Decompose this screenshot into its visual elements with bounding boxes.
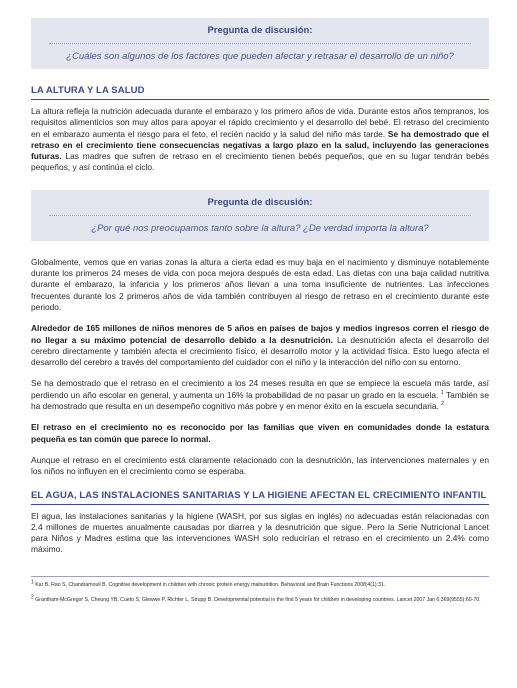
footnote-ref-1[interactable]: 1: [440, 389, 444, 396]
paragraph-height-nutrition: La altura refleja la nutrición adecuada durante el embarazo y los primero años de vida. Durante estos años tempranos, los requisitos alimenticios son muy altos para apoyar el rápido crecimiento y el desarrollo del bebé. El retraso del crecimiento en el embarazo aumenta el riesgo para el feto, el recién nacido y la salud del niño más tarde. Se ha demostrado que el retraso en el crecimiento tiene consecuencias negativas a largo plazo en la salud, incluyendo las generaciones futuras. Las madres que sufren de retraso en el crecimiento tienen bebés pequeños, que en su lugar tendrán bebés pequeños, y así continúa el ciclo.: [31, 106, 489, 173]
divider: [49, 215, 471, 216]
footnote-ref-2[interactable]: 2: [441, 401, 444, 408]
footnote-1: $^1$ Kar B, Rao S, Chandramouli B. Cognitive development in children with chronic protein energy malnutrition. Behavioral and Brain Functions 2008;4(1):31.: [31, 579, 386, 588]
footnotes: [31, 576, 489, 604]
footnote-2: $^2$ Grantham-McGregor S, Cheung YB, Cueto S, Glewwe P, Richter L, Strupp B. Developmental potential in the first 5 years for children in developing countries. Lancet 2007 Jan 6;369(9555):60-70.: [31, 593, 481, 603]
paragraph-global-height: Globalmente, vemos que en varias zonas la altura a cierta edad es muy baja en el nacimiento y disminuye notablemente durante los primeros 24 meses de vida con poca mejora después de esta edad. Las dietas con una baja calidad nutritiva durante el embarazo, la infancia y los primeros años llevan a una toma insuficiente de nutrientes. Las infecciones frecuentes durante los 2 primeros años de vida también contribuyen al riesgo de retraso en el crecimiento durante este periodo.: [31, 256, 489, 312]
section-heading-wash: EL AGUA, LAS INSTALACIONES SANITARIAS Y LA HIGIENE AFECTAN EL CRECIMIENTO INFANTIL: [31, 490, 489, 505]
paragraph-malnutrition-risk: Alrededor de 165 millones de niños menores de 5 años en países de bajos y medios ingresos corren el riesgo de no llegar a su máximo potencial de desarrollo debido a la desnutrición. La desnutrición afecta el desarrollo del cerebro directamente y también afecta el crecimiento físico, el desarrollo motor y la actividad física. Esto luego afecta el desarrollo del cerebro a través del comportamiento del cuidador con el niño y la interacción del niño con su entorno.: [31, 323, 489, 368]
discussion-question-text: ¿Por qué nos preocupamos tanto sobre la altura? ¿De verdad importa la altura?: [91, 222, 429, 234]
paragraph-wash: El agua, las instalaciones sanitarias y la higiene (WASH, por sus siglas en inglés) no adecuadas están relacionadas con 2.4 millones de muertes anualmente causadas por diarrea y la desnutrición que sigue. Pero la Serie Nutricional Lancet para Niños y Madres estima que las intervenciones WASH solo reducirían el retraso en el crecimiento un 2.4% como máximo.: [31, 510, 489, 555]
paragraph-not-recognized: El retraso en el crecimiento no es reconocido por las familias que viven en comunidades donde la estatura pequeña es tan común que parece lo normal.: [31, 422, 489, 444]
discussion-question-title: Pregunta de discusión:: [207, 196, 313, 208]
paragraph-interventions: Aunque el retraso en el crecimiento está claramente relacionado con la desnutrición, las intervenciones maternales y en los niños no influyen en el crecimiento como se esperaba.: [31, 454, 489, 477]
page-content: [31, 18, 489, 556]
discussion-question-title: Pregunta de discusión:: [207, 25, 313, 36]
paragraph-school-outcomes: Se ha demostrado que el retraso en el crecimiento a los 24 meses resulta en que se empiece la escuela más tarde, así perdiendo un año escolar en general, y aumenta un 16% la probabilidad de no pasar un grado en la escuela. $^1$ También se ha demostrado que resulta en un desempeño cognitivo más pobre y en menor éxito en la escuela secundaria. $^2$: [31, 378, 489, 412]
discussion-question-box-2: [31, 190, 489, 241]
discussion-question-text: ¿Cuáles son algunos de los factores que pueden afectar y retrasar el desarrollo de un niño?: [66, 51, 454, 62]
discussion-question-box-1: [31, 18, 489, 69]
divider: [49, 43, 471, 44]
section-heading-height-health: LA ALTURA Y LA SALUD: [31, 85, 489, 100]
